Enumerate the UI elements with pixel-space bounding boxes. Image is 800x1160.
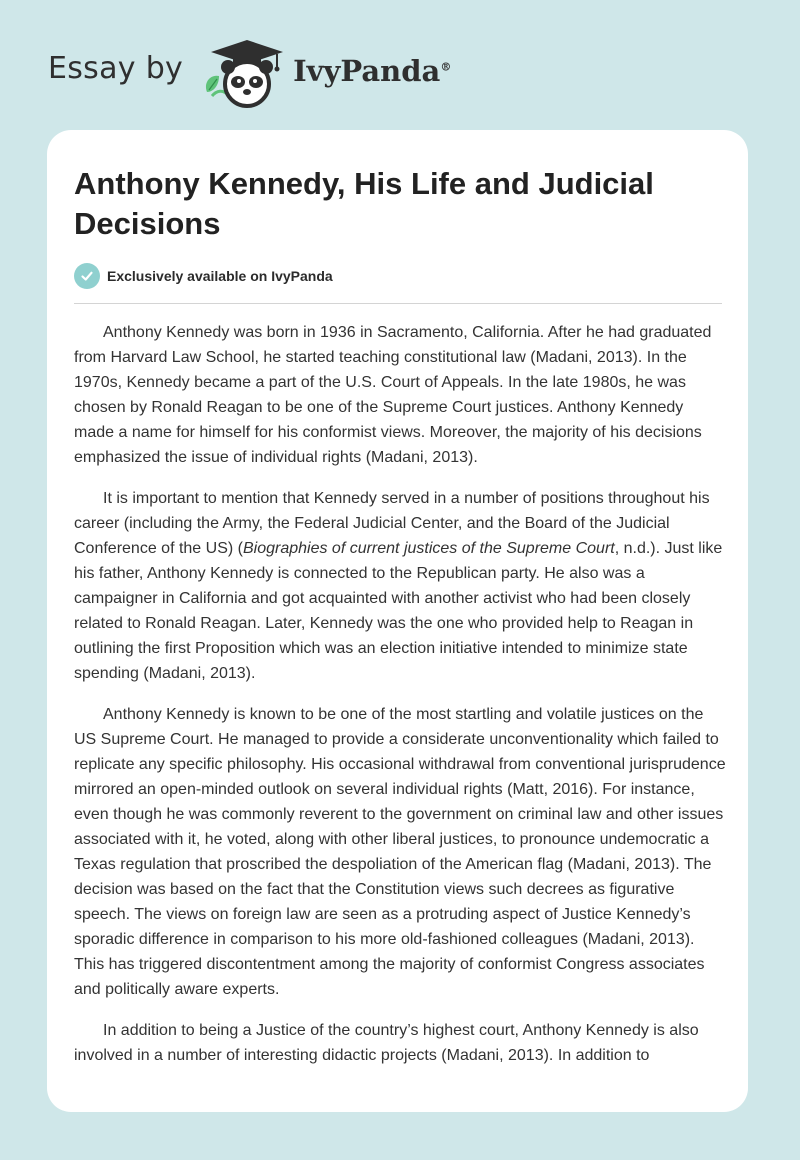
panda-logo-icon	[197, 34, 289, 110]
divider	[74, 303, 722, 304]
paragraph-1: Anthony Kennedy was born in 1936 in Sacramento, California. After he had graduated from Harvard Law School, he started teaching constitutional law (Madani, 2013). In the 1970s, Kennedy became a part of the U.S. Court of Appeals. In the late 1980s, he was chosen by Ronald Reagan to be one of the Supreme Court justices. Anthony Kennedy made a name for himself for his conformist views. Moreover, the majority of his decisions emphasized the issue of individual rights (Madani, 2013).	[74, 324, 712, 466]
paragraph-3: Anthony Kennedy is known to be one of the most startling and volatile justices on the US Supreme Court. He managed to provide a considerate unconventionality which failed to replicate any specific philosophy. His occasional withdrawal from conventional jurisprudence mirrored an open-minded outlook on several individual rights (Matt, 2016). For instance, even though he was commonly reverent to the government on criminal law and other issues associated with it, he voted, along with other liberal justices, to pronounce undemocratic a Texas regulation that proscribed the despoliation of the American flag (Madani, 2013). The decision was based on the fact that the Constitution views such decrees as figurative speech. The views on foreign law are seen as a protruding aspect of Justice Kennedy’s sporadic difference in comparison to his more old-fashioned colleagues (Madani, 2013). This has triggered discontentment among the majority of conformist Congress associates and politically aware experts.	[74, 706, 726, 998]
site-header	[48, 34, 451, 110]
check-icon	[74, 263, 100, 289]
registered-mark: ®	[440, 60, 452, 74]
essay-title: Anthony Kennedy, His Life and Judicial Decisions	[74, 166, 654, 241]
badge-label: Exclusively available on IvyPanda	[107, 268, 333, 284]
exclusive-badge	[74, 263, 333, 289]
paragraph-4: In addition to being a Justice of the country’s highest court, Anthony Kennedy is also involved in a number of interesting didactic projects (Madani, 2013). In addition to	[74, 1022, 699, 1064]
essay-body	[74, 320, 726, 1084]
paragraph-2: It is important to mention that Kennedy served in a number of positions throughout his career (including the Army, the Federal Judicial Center, and the Board of the Judicial Conference of the US) (Biographies of current justices of the Supreme Court, n.d.). Just like his father, Anthony Kennedy is connected to the Republican party. He also was a campaigner in California and got acquainted with another activist who had been closely related to Ronald Reagan. Later, Kennedy was the one who provided help to Reagan in outlining the first Proposition which was an election initiative intended to minimize state spending (Madani, 2013).	[74, 490, 723, 682]
logo-wordmark[interactable]: IvyPanda®	[293, 54, 452, 88]
source-title: Biographies of current justices of the Supreme Court	[242, 540, 615, 557]
essay-card	[47, 130, 748, 1112]
essay-by-label: Essay by	[48, 50, 184, 86]
